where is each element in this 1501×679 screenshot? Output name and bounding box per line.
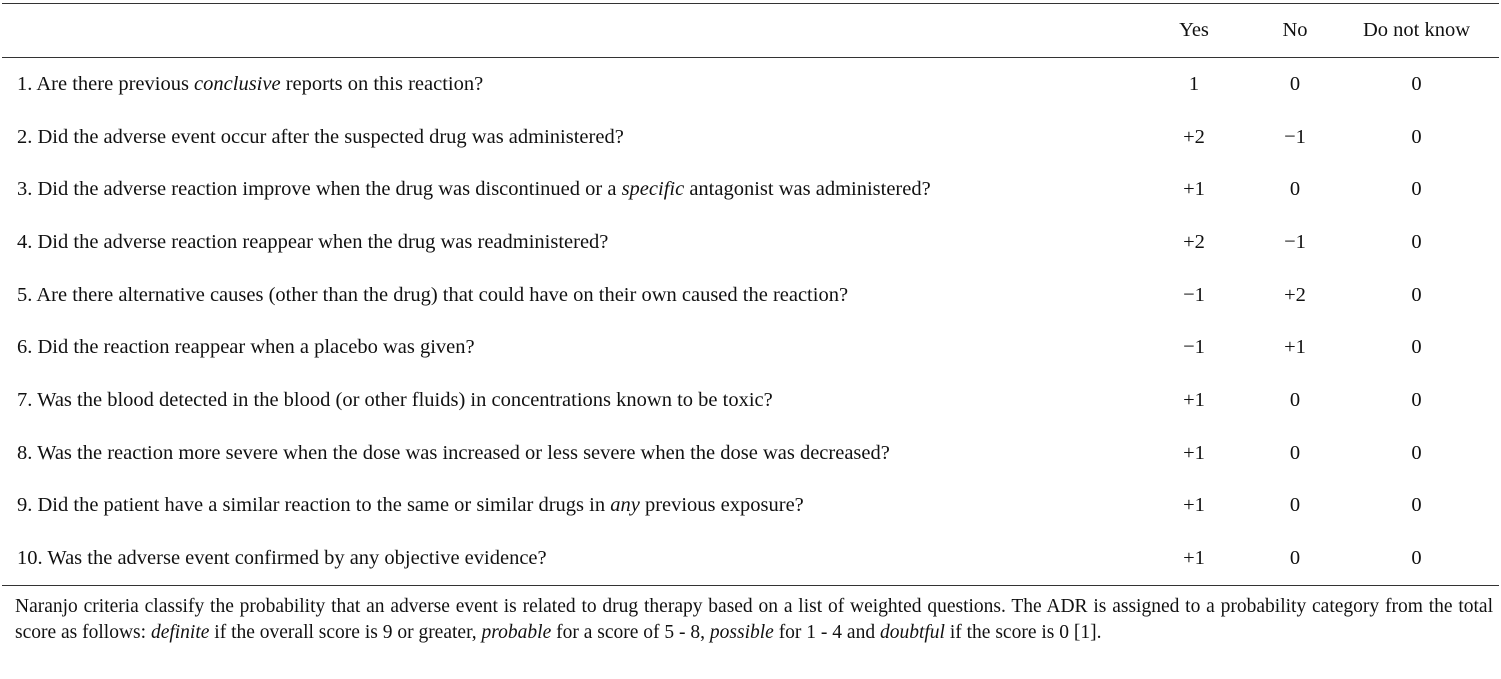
naranjo-table: [2, 3, 1499, 586]
footnote-text-3: for a score of 5 - 8,: [551, 621, 710, 643]
no-score: 0: [1289, 178, 1301, 201]
question-text: 2. Did the adverse event occur after the suspected drug was administered?: [17, 125, 624, 148]
question-text-after: previous exposure?: [639, 494, 804, 517]
table-body: [2, 58, 1499, 586]
question-cell: [2, 374, 1132, 427]
yes-score: +2: [1183, 125, 1205, 148]
table-row: [2, 374, 1499, 427]
question-text: 4. Did the adverse reaction reappear when the drug was readministered?: [17, 230, 609, 253]
footnote-definite: definite: [150, 621, 210, 643]
footnote-possible: possible: [709, 621, 774, 643]
table-header-row: [2, 4, 1499, 58]
no-score: 0: [1289, 494, 1301, 517]
no-score: 0: [1256, 532, 1334, 585]
do-not-know-score: 0: [1411, 125, 1422, 148]
table-row: [2, 58, 1499, 111]
table-row: [2, 532, 1499, 585]
table-row: [2, 163, 1499, 216]
question-cell: [2, 532, 1132, 585]
yes-score: 1: [1188, 72, 1200, 95]
question-cell: [2, 163, 1132, 216]
question-cell: [2, 321, 1132, 374]
question-emphasis: any: [610, 494, 640, 517]
do-not-know-score: 0: [1411, 441, 1422, 464]
do-not-know-score: 0: [1334, 532, 1499, 585]
do-not-know-score: 0: [1411, 230, 1422, 253]
do-not-know-score: 0: [1411, 336, 1422, 359]
footnote-text-5: if the score is 0 [1].: [944, 621, 1102, 643]
question-text: 10. Was the adverse event confirmed by any objective evidence?: [17, 547, 547, 570]
header-do-not-know: Do not know: [1334, 4, 1499, 58]
table-row: [2, 427, 1499, 480]
no-score: 0: [1289, 388, 1301, 411]
do-not-know-score: 0: [1411, 178, 1422, 201]
question-cell: [2, 216, 1132, 269]
question-text-after: antagonist was administered?: [684, 178, 931, 201]
question-cell: [2, 480, 1132, 533]
footnote-doubtful: doubtful: [879, 621, 945, 643]
yes-score: +1: [1183, 388, 1205, 411]
no-score: 0: [1289, 72, 1301, 95]
question-cell: [2, 427, 1132, 480]
no-score: +2: [1284, 283, 1306, 306]
question-text: 5. Are there alternative causes (other than the drug) that could have on their own caused the reaction?: [17, 283, 849, 306]
question-cell: [2, 111, 1132, 164]
question-emphasis: specific: [621, 178, 685, 201]
header-yes: Yes: [1132, 4, 1256, 58]
question-cell: [2, 269, 1132, 322]
yes-score: −1: [1183, 283, 1205, 306]
yes-score: +1: [1183, 494, 1205, 517]
yes-score: +1: [1132, 532, 1256, 585]
do-not-know-score: 0: [1411, 388, 1422, 411]
footnote-text-2: if the overall score is 9 or greater,: [209, 621, 482, 643]
do-not-know-score: 0: [1411, 283, 1422, 306]
no-score: +1: [1284, 336, 1306, 359]
question-text: 8. Was the reaction more severe when the dose was increased or less severe when the dose was decreased?: [17, 441, 890, 464]
yes-score: −1: [1183, 336, 1205, 359]
question-text-after: reports on this reaction?: [280, 72, 484, 95]
table-row: [2, 111, 1499, 164]
question-emphasis: conclusive: [194, 72, 281, 95]
table-footnote: [15, 594, 1493, 645]
yes-score: +2: [1183, 230, 1205, 253]
no-score: −1: [1284, 125, 1306, 148]
no-score: −1: [1284, 230, 1306, 253]
no-score: 0: [1289, 441, 1301, 464]
table-row: [2, 269, 1499, 322]
table-row: [2, 321, 1499, 374]
table-row: [2, 480, 1499, 533]
yes-score: +1: [1183, 178, 1205, 201]
footnote-text-1: Naranjo criteria classify the probability that an adverse event is related to drug therapy based on a list of weighted questions. The ADR is assigned to a probability category from the total score as follows:: [15, 596, 1493, 643]
do-not-know-score: 0: [1411, 72, 1422, 95]
question-text: 7. Was the blood detected in the blood (or other fluids) in concentrations known to be toxic?: [17, 388, 773, 411]
table-row: [2, 216, 1499, 269]
question-cell: [2, 58, 1132, 111]
header-question: [2, 4, 1132, 58]
question-text: 3. Did the adverse reaction improve when the drug was discontinued or a: [17, 178, 622, 201]
question-text: 6. Did the reaction reappear when a placebo was given?: [17, 336, 475, 359]
question-text: 9. Did the patient have a similar reaction to the same or similar drugs in: [17, 494, 611, 517]
question-text: 1. Are there previous: [17, 72, 195, 95]
footnote-probable: probable: [481, 621, 552, 643]
do-not-know-score: 0: [1411, 494, 1422, 517]
yes-score: +1: [1183, 441, 1205, 464]
footnote-text-4: for 1 - 4 and: [773, 621, 880, 643]
header-no: No: [1256, 4, 1334, 58]
